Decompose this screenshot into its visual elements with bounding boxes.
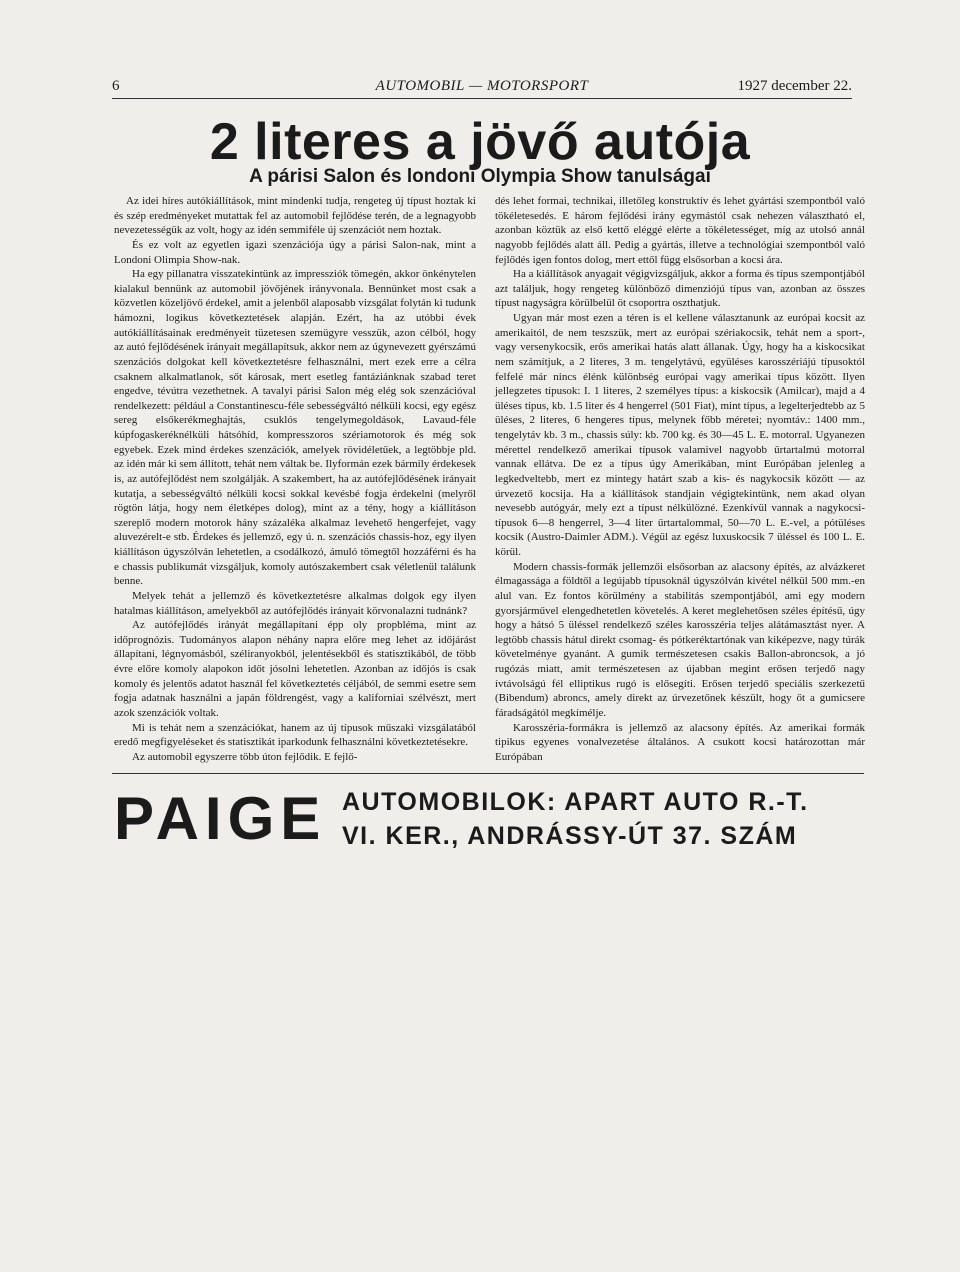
paragraph: Az automobil egyszerre több úton fejlődik. E fejlő- [132,750,358,763]
ad-brand: PAIGE [114,785,327,852]
paragraph: dés lehet formai, technikai, illetőleg konstruktív és lehet gyártási szempontból való tökéletesedés. E három fejlődési irány egymástól csak nehezen választható el, azonban köztük az első kettő eléggé elérte a tökéletességet, míg az utolsó annál nagyobb fejlődés alatt áll. Pedig a gyártás, illetve a technológiai szempontból való fejlődés igen fontos dolog, mert ettől függ elsősorban a kocsi ára. [495,195,865,266]
page-number: 6 [112,78,120,94]
paragraph: Ugyan már most ezen a téren is el kellene választanunk az európai kocsit az amerikaitól, de nem teszszük, mert az európai szériakocsik, tehát nem a sport-, vagy versenykocsik, erős amerikai hatás alatt állanak. Úgy, hogy ha a kiskocsikat nem számítjuk, a 2 literes, 3 m. tengelytávú, együléses karosszériájú típusoktól felfelé már nincs élénk különbség európai vagy amerikai típus között. Ilyen jellegzetes típusok: I. 1 literes, 2 személyes típus: a kiskocsik (Amilcar), majd a 4 üléses típus, kb. 1.5 liter és 4 hengerrel (501 Fiat), mint típus, a legelterjedtebb az 5 üléses, 2 literes, 6 hengeres típus, melynek főbb méretei; nyomtáv.: 1400 mm., tengelytáv kb. 3 m., chassis súly: kb. 700 kg. és 30—45 L. E. motorral. Ugyanezen mérettel rendelkező amerikai típusok valamivel nagyobb űrtartalmú motorral vannak ellátva. De ez a típus úgy Amerikában, mint Európában jelenleg a legkedveltebb, mert ez mintegy határt szab a kis- és nagykocsik között — az úrvezető kocsija. Ha a kiállítások standjain végigtekintünk, nem akad olyan nevesebb autógyár, mely ezt a típust nélkülözné. Ezenkívül vannak a nagykocsi-típusok 6—8 hengerrel, 3—4 liter űrtartalommal, 50—70 L. E.-vel, a pótüléses kocsik (Austro-Daimler ADM.). Végül az egész luxuskocsik 7 üléssel és 100 L. E. körül. [495,312,865,558]
paragraph: Az idei híres autókiállítások, mint mindenki tudja, rengeteg új típust hoztak ki és szép eredményeket mutattak fel az automobil fejlődése terén, de a legnagyobb nevezetességük az volt, hogy az idén semmiféle új szenzációt nem hoztak. [114,195,476,237]
paige-advertisement [112,784,864,854]
paragraph: Az autófejlődés irányát megállapítani épp oly propbléma, mint az időprognózis. Tudományos alapon néhány napra előre meg lehet az időjárást állapítani, légnyomásból, széliranyokból, jelentésekből és statisztikából, de több évre előre komoly alapokon időt jósolni lehetetlen. Azonban az időjós is csak komoly és jelentős adatot használ fel következtetés céljából, de semmi esetre sem fogja adatnak használni a japán földrengést, vagy a kaliforniai szélvészt, mert azok szenzációk voltak. [114,619,476,719]
article-subtitle: A párisi Salon és londoni Olympia Show tanulságai [249,166,711,187]
ad-line-1: AUTOMOBILOK: APART AUTO R.-T. [342,788,809,816]
issue-date: 1927 december 22. [737,78,852,94]
paragraph: Melyek tehát a jellemző és következtetésre alkalmas dolgok egy ilyen hatalmas kiállításon, amelyekből az autófejlődés irányait körvonalazni tudnánk? [114,589,476,617]
paragraph: Mi is tehát nem a szenzációkat, hanem az új típusok műszaki vizsgálatából eredő megfigyeléseket és statisztikát iparkodunk felhasználni következtetésekre. [114,721,476,749]
paragraph: Ha a kiállítások anyagait végigvizsgáljuk, akkor a forma és típus szempontjából azt találjuk, hogy rengeteg különböző dimenziójú típus van, azonban az összes típust nagyságra körülbelül öt csoportra oszthatjuk. [495,268,865,310]
ad-line-2: VI. KER., ANDRÁSSY-ÚT 37. SZÁM [342,822,798,850]
left-column [114,194,476,764]
paragraph: Karosszéria-formákra is jellemző az alacsony építés. Az amerikai formák tipikus egyenes vonalvezetése általános. A csukott kocsi határozottan már Európában [495,721,865,763]
paragraph: Modern chassis-formák jellemzői elsősorban az alacsony építés, az alvázkeret élmagassága a földtől a legújabb típusoknál úgyszólván kivétel nélkül 500 mm.-en alul van. Ez fontos körülmény a stabilitás szempontjából, ami egy modern gyorsjárművel elengedhetetlen követelés. A keret meglehetősen széles építésű, úgy hogy a hátsó 5 üléssel rendelkező széles karosszéria teljes alátámasztást nyer. A legtöbb chassis hátul direkt csomag- és pótkeréktartónak van kiképezve, nagy túrák követelménye gyanánt. A gumik természetesen csakis Ballon-abroncsok, a jó rugózás miatt, amit természetesen az újabban megint erősen terjedő nagy ívtávolságú fél elliptikus rugó is elősegíti. Erősen terjedő speciális szerkezetű (Bibendum) abroncs, amely direkt az úrvezetőnek készült, hogy őt a gumicsere fáradságától megkímélje. [495,560,865,719]
paragraph: És ez volt az egyetlen igazi szenzációja úgy a párisi Salon-nak, mint a Londoni Olimpia Show-nak. [114,238,476,266]
masthead: AUTOMOBIL — MOTORSPORT [375,78,589,94]
article-title: 2 literes a jövő autója [209,113,751,171]
page-header [112,78,852,99]
right-column [495,194,865,764]
paragraph: Ha egy pillanatra visszatekintünk az impressziók tömegén, akkor önkénytelen kialakul bennünk az automobil jövőjének irányvonala. Bennünket most csak a közvetlen közeljövő érdekel, amit a jelenből alaposabb vizsgálat folytán ki tudunk hámozni, logikus következtetések alapján. Ezért, ha az utóbbi évek autókiállításainak eredményeit tüzetesen szemügyre vesszük, azon célból, hogy az autó fejlődésének irányait megállapítsuk, akkor nem az úgynevezett gyérszámú szenzációs dolgokat kell következtetésre felhasználni, mert ezek erre a célra csaknem alkalmatlanok, sőt károsak, mert esetleg fantáziánknak szabad teret engedve, tévútra vezethetnek. A tavalyi párisi Salon még elég sok szenzációval rendelkezett: például a Constantinescu-féle sebességváltó nélküli kocsi, egy egész sereg elsőkerékmeghajtás, csuklós tengelymegoldások, Lavaud-féle kúpfogaskeréknélküli hátsóhíd, kompresszoros szériamotorok és még sok egyebek. Ezek mind érdekes szenzációk, amelyek rövidéletűek, a legtöbbje pld. az idén már ki sem állított, tehát nem váltak be. Ilyformán ezek bármily érdekesek is, az autófejlődést nem szolgálják. A szakembert, ha az autófejlődésének irányait kutatja, a sebességváltó nélküli kocsi sokkal kevésbé fogja érdekelni (melyről rögtön látja, hogy nem életképes dolog), mint az a tény, hogy a kiállításon szereplő modern motorok hány százaléka alkalmaz levehető hengerfejet, vagy aluvezérelt-e stb. Érdekes és jellemző, egy ú. n. szenzációs chassis-hoz, egy ilyen kiállításon úgyszólván lehetetlen, a csodálkozó, ámuló tömegtől hozzáférni és ha e chassis publikumát vizsgáljuk, komoly autószakembert csak véletlenül találunk benne. [114,268,476,588]
divider-rule [112,773,864,774]
